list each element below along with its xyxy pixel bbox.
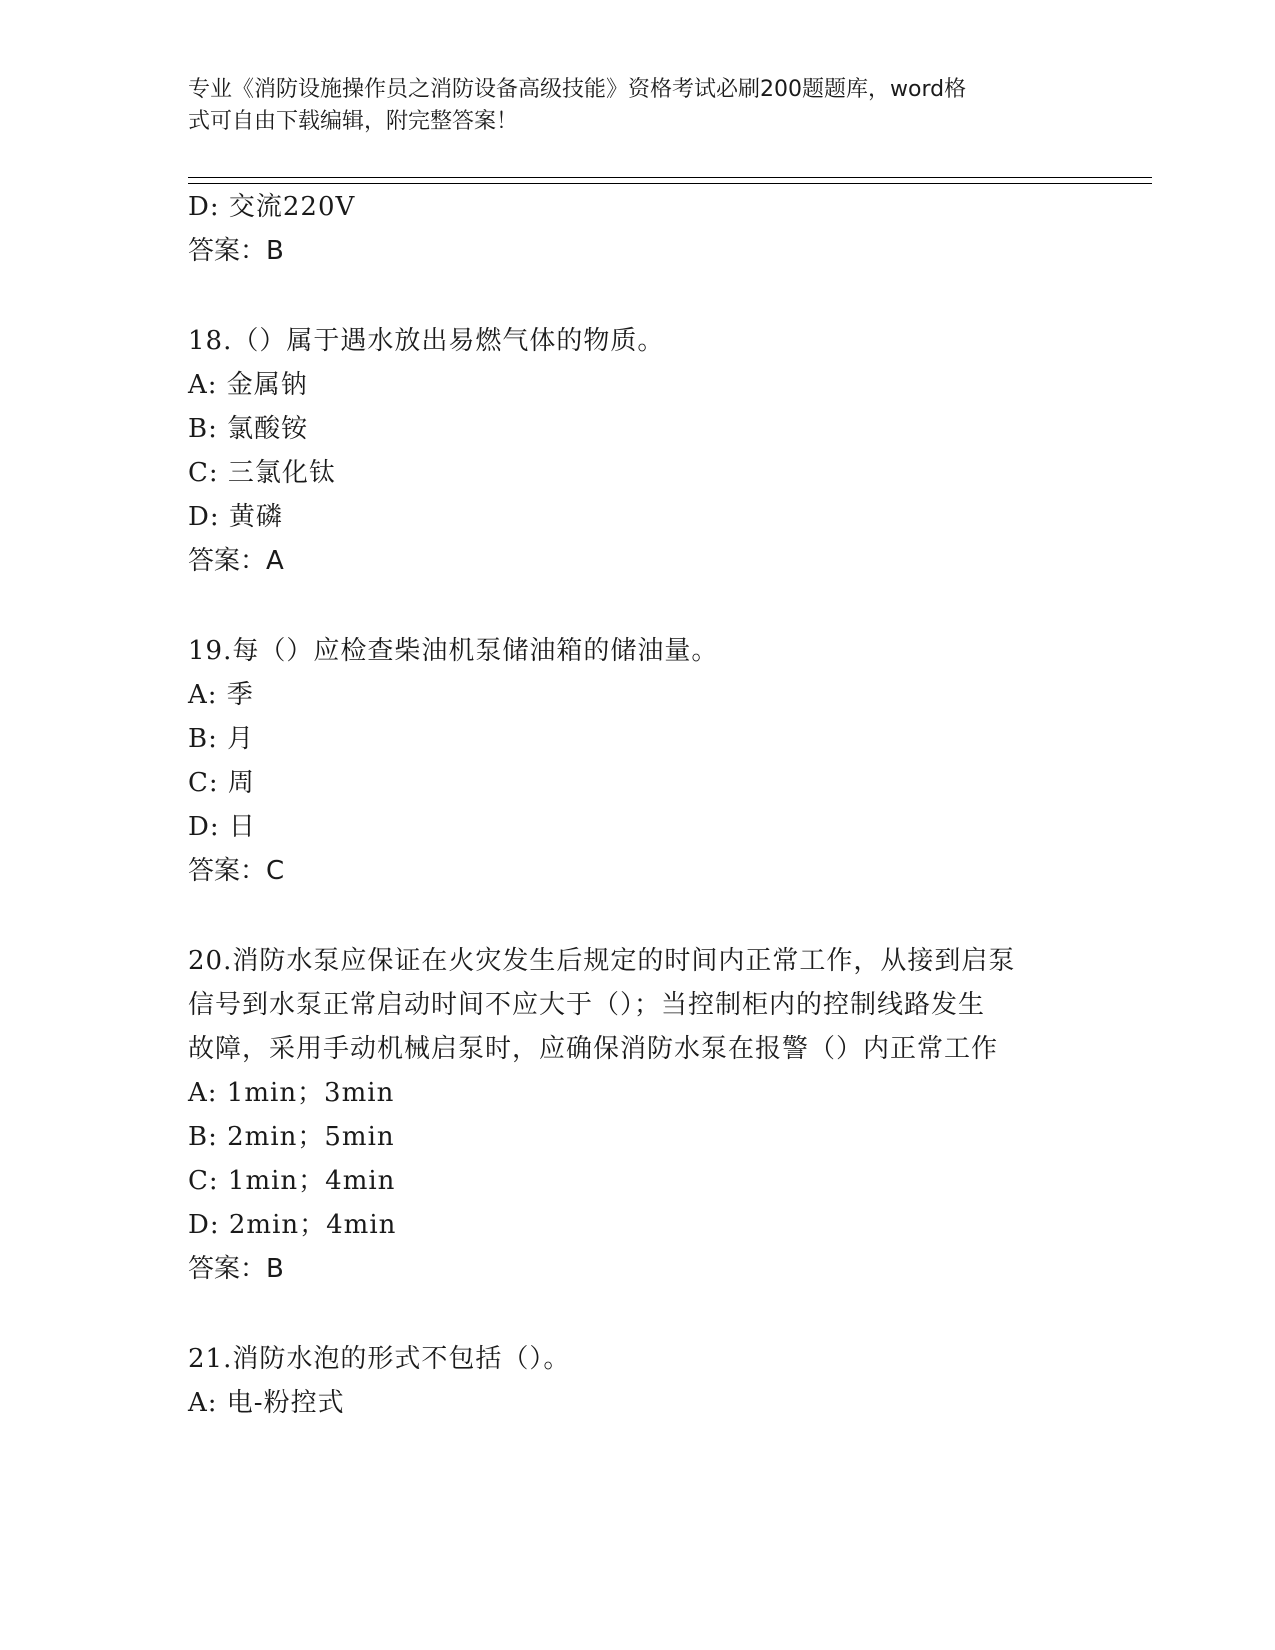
q20-question-line-2: 信号到水泵正常启动时间不应大于（）；当控制柜内的控制线路发生 <box>188 990 986 1020</box>
q19-option-b: B: 月 <box>188 724 255 754</box>
q18-option-c: C: 三氯化钛 <box>188 458 336 488</box>
header-divider-bottom <box>188 183 1152 184</box>
q21-option-a: A: 电-粉控式 <box>188 1388 345 1418</box>
q18-answer: 答案：A <box>188 546 284 576</box>
q20-option-d: D: 2min；4min <box>188 1210 397 1240</box>
q20-option-b: B: 2min；5min <box>188 1122 395 1152</box>
q21-question: 21.消防水泡的形式不包括（）。 <box>188 1344 571 1374</box>
q19-option-c: C: 周 <box>188 768 255 798</box>
q19-option-d: D: 日 <box>188 812 256 842</box>
q17-option-d: D: 交流220V <box>188 192 356 222</box>
header-line-1: 专业《消防设施操作员之消防设备高级技能》资格考试必刷200题题库，word格 <box>188 77 967 102</box>
q20-question-line-1: 20.消防水泵应保证在火灾发生后规定的时间内正常工作，从接到启泵 <box>188 946 1016 976</box>
q20-option-c: C: 1min；4min <box>188 1166 396 1196</box>
header-line-2: 式可自由下载编辑，附完整答案！ <box>188 109 519 134</box>
q17-answer: 答案：B <box>188 236 284 266</box>
header-divider-top <box>188 177 1152 178</box>
q18-option-d: D: 黄磷 <box>188 502 283 532</box>
q20-option-a: A: 1min；3min <box>188 1078 395 1108</box>
q18-question: 18.（）属于遇水放出易燃气体的物质。 <box>188 326 665 356</box>
q19-question: 19.每（）应检查柴油机泵储油箱的储油量。 <box>188 636 719 666</box>
q18-option-a: A: 金属钠 <box>188 370 308 400</box>
page-header <box>188 74 1088 138</box>
q20-answer: 答案：B <box>188 1254 284 1284</box>
q20-question-line-3: 故障，采用手动机械启泵时，应确保消防水泵在报警（）内正常工作 <box>188 1034 999 1064</box>
q19-option-a: A: 季 <box>188 680 254 710</box>
q19-answer: 答案：C <box>188 856 285 886</box>
q18-option-b: B: 氯酸铵 <box>188 414 309 444</box>
